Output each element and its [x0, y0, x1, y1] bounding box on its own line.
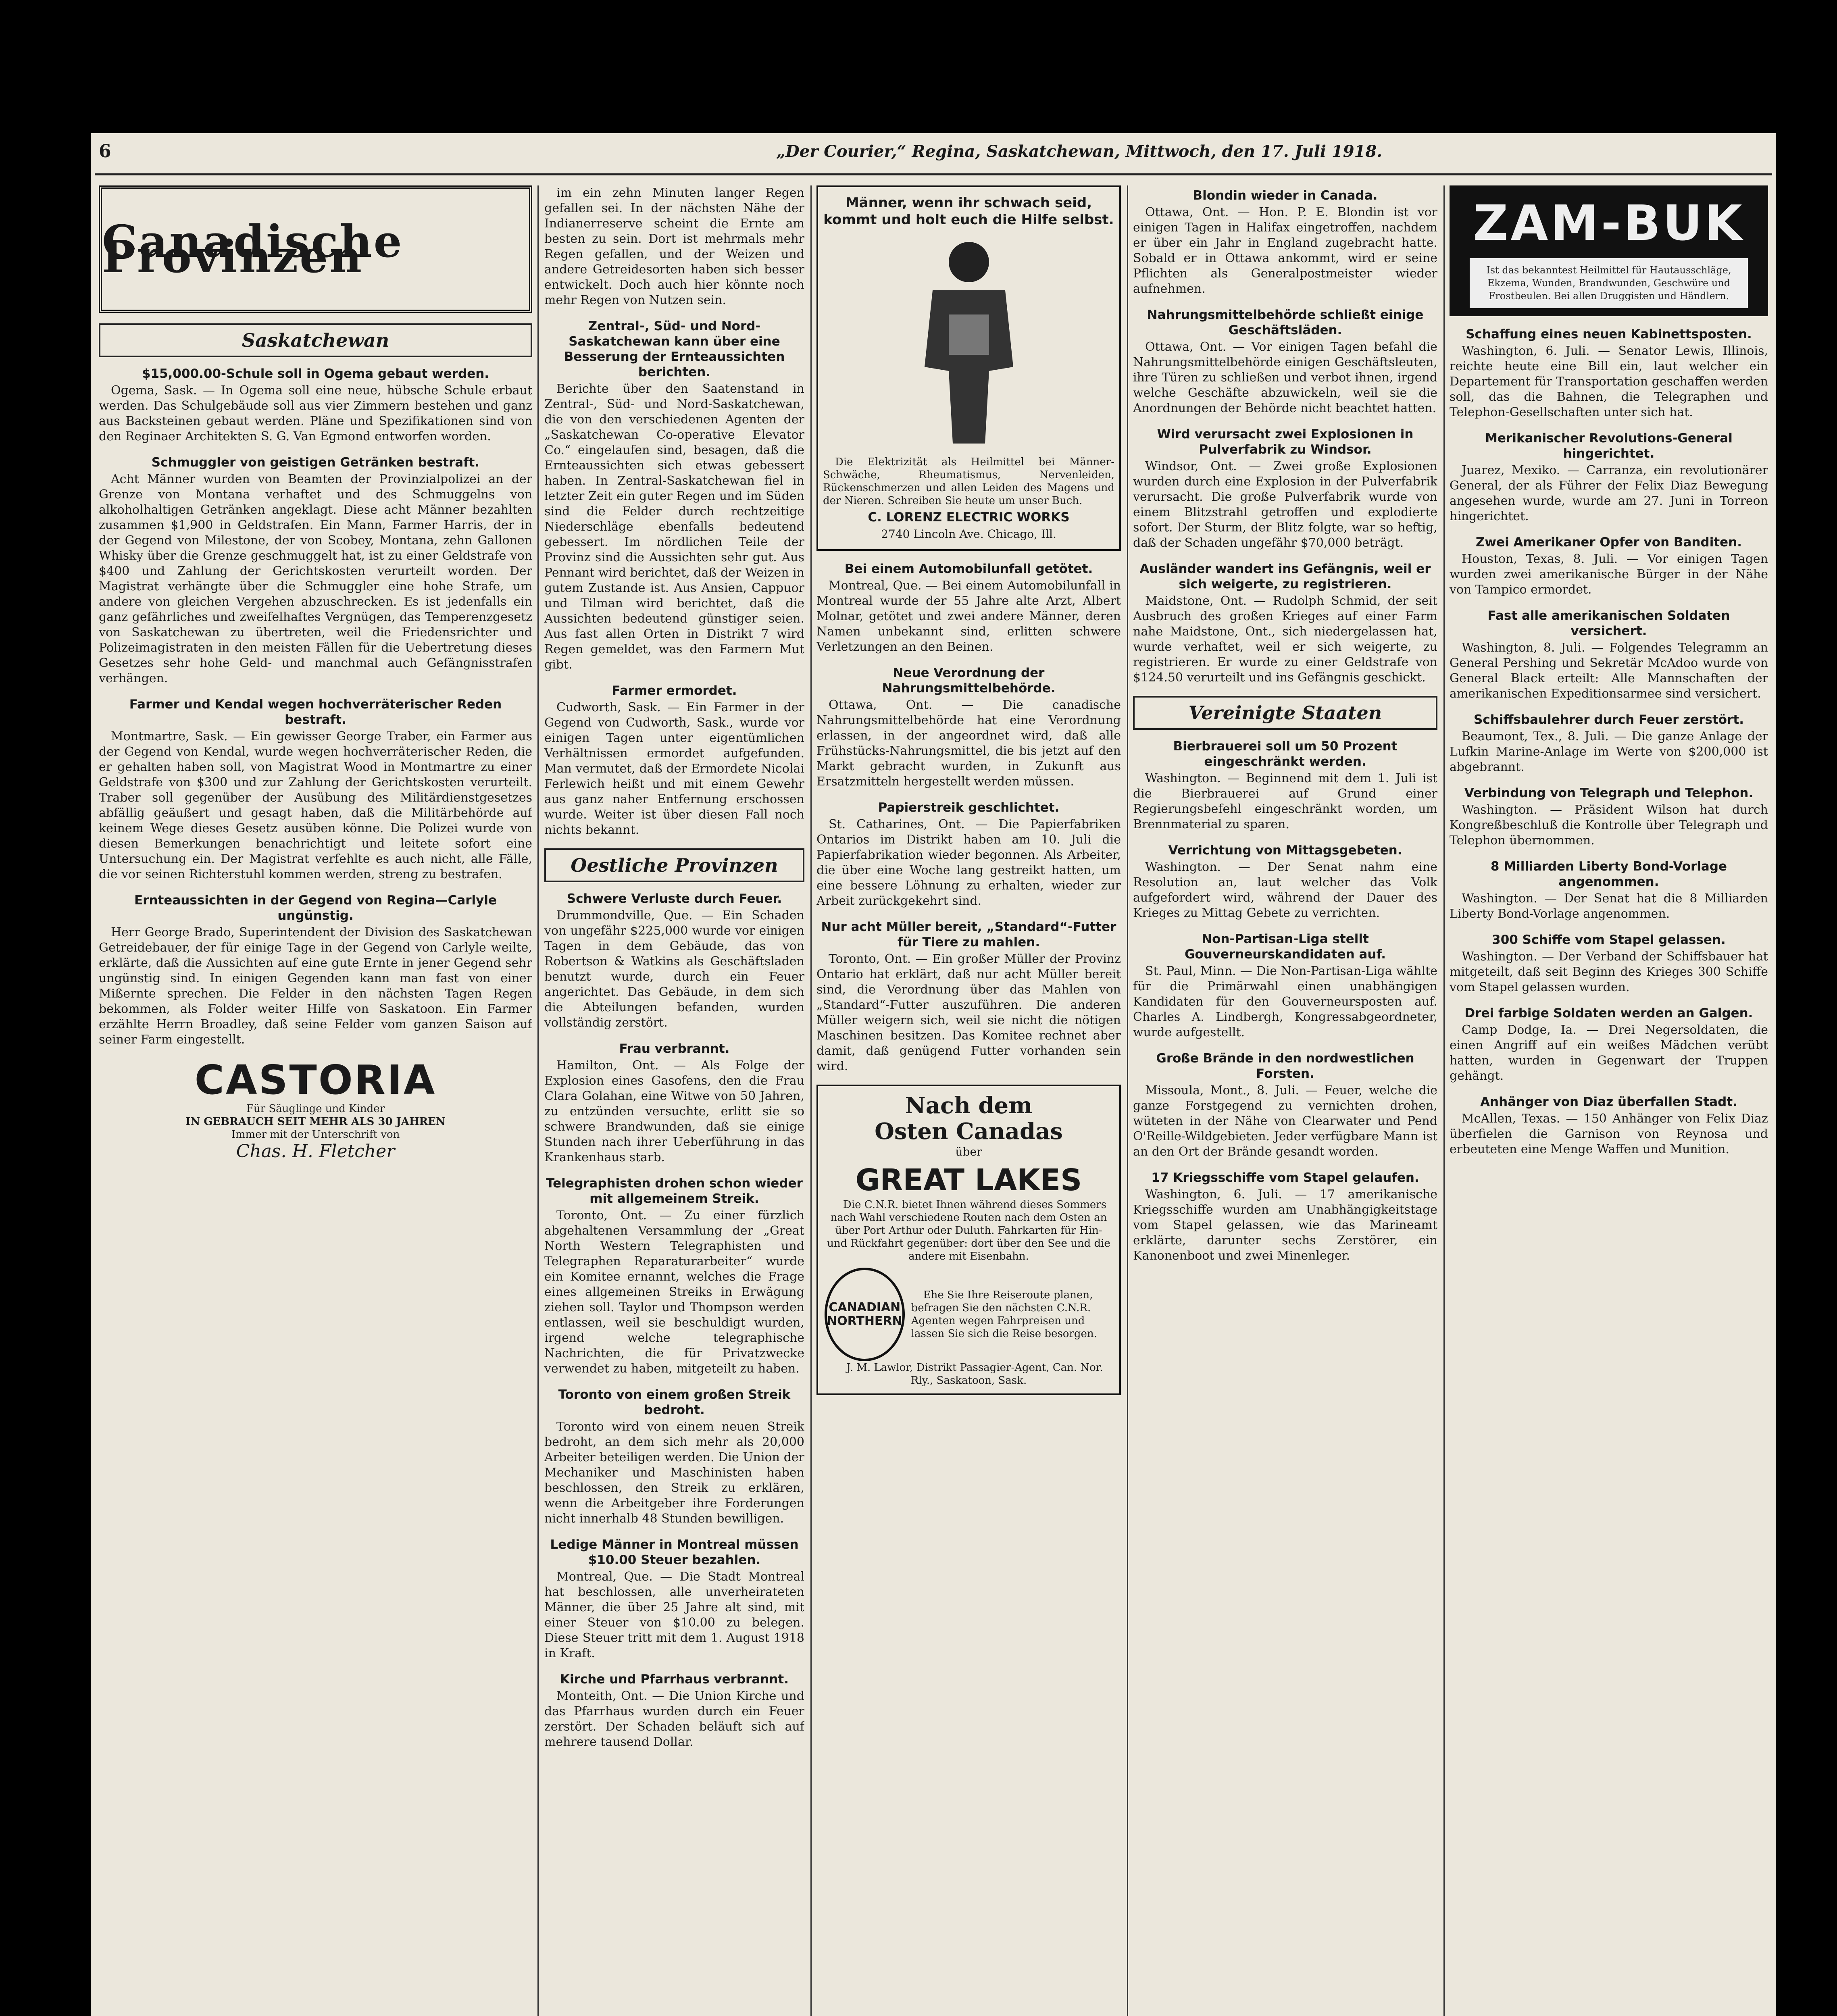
article-title: Nur acht Müller bereit, „Standard“-Futter für Tiere zu mahlen.	[821, 920, 1116, 950]
article	[1450, 932, 1768, 995]
article-text: Beaumont, Tex., 8. Juli. — Die ganze Anlage der Lufkin Marine-Anlage im Werte von $200,000 ist abgebrannt.	[1450, 729, 1768, 774]
article	[1450, 712, 1768, 775]
article-text: Montreal, Que. — Die Stadt Montreal hat beschlossen, alle unverheirateten Männer, die über 25 Jahre alt sind, mit einer Steuer von $10.00 zu belegen. Diese Steuer tritt mit dem 1. August 1918 in Kraft.	[544, 1570, 804, 1660]
article	[1133, 843, 1437, 921]
article-text: Camp Dodge, Ia. — Drei Negersoldaten, die einen Angriff auf ein weißes Mädchen verübt hatten, wurden in Gegenwart der Truppen gehängt.	[1450, 1023, 1768, 1083]
article	[1450, 608, 1768, 702]
section-heading: Saskatchewan	[99, 323, 532, 357]
article	[99, 366, 532, 444]
canadian-northern-ad	[816, 1085, 1121, 1395]
article-title: Verrichtung von Mittagsgebeten.	[1168, 843, 1402, 858]
article-title: Neue Verordnung der Nahrungsmittelbehörde.	[882, 666, 1056, 696]
article-title: $15,000.00-Schule soll in Ogema gebaut werden.	[142, 367, 489, 381]
article-text: Washington. — Präsident Wilson hat durch Kongreßbeschluß die Kontrolle über Telegraph und Telephon übernommen.	[1450, 803, 1768, 848]
article-title: Non-Partisan-Liga stellt Gouverneurskandidaten auf.	[1184, 932, 1386, 962]
article-text: Acht Männer wurden von Beamten der Provinzialpolizei an der Grenze von Montana verhaftet und des Schmuggelns von alkoholhaltigen Getränken angeklagt. Diese acht Männer bezahlten zusammen $1,900 in Geldstrafen. Ein Mann, Farmer Harris, der in der Gegend von Milestone, der von Scobey, Montana, zehn Gallonen Whisky über die Grenze geschmuggelt hat, ist zu einer Geldstrafe von $400 und Zahlung der Gerichtskosten verurteilt worden. Der Magistrat verhängte über die Schmuggler eine hohe Strafe, um andere von gleichen Vergehen abzuschrecken. Es ist jedenfalls ein ganz gefährliches und zweifelhaftes Vergnügen, das Temperenzgesetz von Saskatchewan zu übertreten, weil die Friedensrichter und Polizeimagistraten in den meisten Fällen für die Uebertretung dieses Gesetzes sehr hohe Geld- und manchmal auch Gefängnisstrafen verhängen.	[99, 472, 532, 685]
man-figure-illustration	[823, 230, 1114, 456]
ad-address: 2740 Lincoln Ave. Chicago, Ill.	[881, 527, 1056, 541]
ad-contact: J. M. Lawlor, Distrikt Passagier-Agent, Can. Nor. Rly., Saskatoon, Sask.	[846, 1362, 1103, 1387]
column-divider	[1127, 185, 1128, 2016]
article	[99, 893, 532, 1048]
column-5	[1450, 185, 1768, 2016]
article-title: Schmuggler von geistigen Getränken bestraft.	[151, 455, 480, 470]
ad-headline: Männer, wenn ihr schwach seid, kommt und holt euch die Hilfe selbst.	[823, 195, 1114, 228]
article	[544, 185, 804, 308]
article	[1450, 1006, 1768, 1084]
article-title: Toronto von einem großen Streik bedroht.	[558, 1387, 791, 1417]
article	[1450, 859, 1768, 922]
page-header	[91, 133, 1776, 181]
article	[1133, 1051, 1437, 1160]
header-rule	[95, 173, 1772, 175]
article	[544, 319, 804, 673]
article-title: Nahrungsmittelbehörde schließt einige Geschäftsläden.	[1147, 308, 1424, 337]
article-title: Bierbrauerei soll um 50 Prozent eingeschränkt werden.	[1173, 739, 1398, 769]
article	[816, 561, 1121, 655]
article-title: Papierstreik geschlichtet.	[878, 800, 1060, 815]
castoria-line: IN GEBRAUCH SEIT MEHR ALS 30 JAHREN	[185, 1116, 446, 1128]
article-text: Windsor, Ont. — Zwei große Explosionen wurden durch eine Explosion in der Pulverfabrik verursacht. Die große Pulverfabrik wurde von einem Blitzstrahl getroffen und explodierte sofort. Der Sturm, der Blitz folgte, war so heftig, daß der Schaden ungefähr $70,000 beträgt.	[1133, 459, 1437, 550]
article-title: Farmer ermordet.	[612, 683, 737, 698]
article-title: Ernteaussichten in der Gegend von Regina—Carlyle ungünstig.	[134, 893, 497, 923]
article-text: Ottawa, Ont. — Hon. P. E. Blondin ist vor einigen Tagen in Halifax eingetroffen, nachdem er über ein Jahr in England zugebracht hatte. Sobald er in Ottawa ankommt, wird er seine Pflichten als Generalpostmeister wieder aufnehmen.	[1133, 205, 1437, 296]
section-heading: Oestliche Provinzen	[544, 848, 804, 882]
article-text: Maidstone, Ont. — Rudolph Schmid, der seit Ausbruch des großen Krieges auf einer Farm nahe Maidstone, Ont., sich niedergelassen hat, wurde verhaftet, weil er sich weigerte, zu registrieren. Er wurde zu einer Geldstrafe von $124.50 verurteilt und ins Gefängnis geschickt.	[1133, 594, 1437, 685]
article-title: Große Brände in den nordwestlichen Forsten.	[1156, 1051, 1414, 1081]
article-text: Washington. — Beginnend mit dem 1. Juli ist die Bierbrauerei auf Grund einer Regierungsbefehl eingeschränkt worden, um Brennmaterial zu sparen.	[1133, 771, 1437, 831]
article-title: Telegraphisten drohen schon wieder mit allgemeinem Streik.	[546, 1176, 803, 1206]
castoria-line: Für Säuglinge und Kinder	[246, 1103, 385, 1115]
article-text: Toronto wird von einem neuen Streik bedroht, an dem sich mehr als 20,000 Arbeiter beteiligen werden. Die Union der Mechaniker und Maschinisten haben beschlossen, den Streik zu erklären, wenn die Arbeitgeber ihre Forderungen nicht innerhalb 48 Stunden bewilligen.	[544, 1420, 804, 1526]
article-title: Frau verbrannt.	[619, 1041, 730, 1056]
article	[1133, 307, 1437, 416]
article-title: 17 Kriegsschiffe vom Stapel gelaufen.	[1151, 1170, 1419, 1185]
article-text: Washington, 6. Juli. — Senator Lewis, Illinois, reichte heute eine Bill ein, laut welcher ein Departement für Transportation geschaffen werden soll, das die Bahnen, die Telegraphen und Telephon-Gesellschaften unter sich hat.	[1450, 344, 1768, 419]
article-title: Anhänger von Diaz überfallen Stadt.	[1480, 1095, 1737, 1109]
ad-body: Die Elektrizität als Heilmittel bei Männer-Schwäche, Rheumatismus, Nervenleiden, Rückenschmerzen und allen Leiden des Magens und der Nieren. Schreiben Sie heute um unser Buch.	[823, 456, 1114, 507]
article-text: Washington, 8. Juli. — Folgendes Telegramm an General Pershing und Sekretär McAdoo wurde von General Black erteilt: Alle Mannschaften der amerikanischen Expeditionsarmee sind versichert.	[1450, 641, 1768, 701]
article-title: Zwei Amerikaner Opfer von Banditen.	[1475, 535, 1742, 550]
article-title: Merikanischer Revolutions-General hingerichtet.	[1485, 431, 1733, 461]
article-title: Schaffung eines neuen Kabinettsposten.	[1466, 327, 1752, 342]
masthead: „Der Courier,“ Regina, Saskatchewan, Mittwoch, den 17. Juli 1918.	[776, 142, 1383, 161]
article-title: 300 Schiffe vom Stapel gelassen.	[1492, 933, 1726, 947]
article	[544, 1176, 804, 1377]
article-text: Washington. — Der Verband der Schiffsbauer hat mitgeteilt, daß seit Beginn des Krieges 300 Schiffe vom Stapel gelassen wurden.	[1450, 950, 1768, 994]
article	[1450, 327, 1768, 420]
article-text: Montmartre, Sask. — Ein gewisser George Traber, ein Farmer aus der Gegend von Kendal, wurde wegen hochverräterischer Reden, die er gehalten haben soll, von Magistrat Wood in Montmartre zu einer Geldstrafe von $300 und zur Zahlung der Gerichtskosten verurteilt. Traber soll gegenüber der Ausübung des Militärdienstgesetzes abfällig geäußert und gesagt haben, daß die Militärbehörde auf keinem Wege dieses Gesetz ausüben könne. Die Polizei wurde von diesen Bemerkungen benachrichtigt und leitete sofort eine Untersuchung ein. Der Magistrat verfehlte es auch nicht, alle Fälle, die vor seinen Richterstuhl kommen werden, streng zu bestrafen.	[99, 729, 532, 881]
article	[1133, 931, 1437, 1040]
page-number: 6	[99, 141, 111, 162]
article	[544, 683, 804, 838]
castoria-line: Immer mit der Unterschrift von	[231, 1129, 400, 1141]
article-text: Montreal, Que. — Bei einem Automobilunfall in Montreal wurde der 55 Jahre alte Arzt, Albert Molnar, getötet und zwei andere Männer, deren Namen unbekannt sind, erlitten schwere Verletzungen an den Beinen.	[816, 579, 1121, 654]
article-text: Ottawa, Ont. — Die canadische Nahrungsmittelbehörde hat eine Verordnung erlassen, in der angeordnet wird, daß alle Frühstücks-Nahrungsmittel, die bis jetzt auf den Markt gebracht wurden, in Zukunft aus Ersatzmitteln hergestellt werden müssen.	[816, 698, 1121, 789]
article	[1133, 1170, 1437, 1264]
ad-body: Die C.N.R. bietet Ihnen während dieses Sommers nach Wahl verschiedene Routen nach dem Osten an über Port Arthur oder Duluth. Fahrkarten für Hin- und Rückfahrt gegenüber: dort über den See und die andere mit Eisenbahn.	[827, 1199, 1110, 1262]
article-text: Cudworth, Sask. — Ein Farmer in der Gegend von Cudworth, Sask., wurde vor einigen Tagen unter eigentümlichen Verhältnissen ermordet aufgefunden. Man vermutet, daß der Ermordete Nicolai Ferlewich heißt und mit einem Gewehr aus ganz naher Entfernung erschossen wurde. Weiter ist über diesen Fall noch nichts bekannt.	[544, 700, 804, 837]
article-title: Farmer und Kendal wegen hochverräterischer Reden bestraft.	[129, 697, 502, 727]
article	[1450, 431, 1768, 524]
column-3	[816, 185, 1121, 2016]
article	[544, 1537, 804, 1661]
article	[544, 1041, 804, 1165]
ad-small-text: über	[955, 1145, 982, 1158]
ad-heading: Osten Canadas	[875, 1118, 1063, 1145]
section-heading: Vereinigte Staaten	[1133, 696, 1437, 730]
article-text: Toronto, Ont. — Ein großer Müller der Provinz Ontario hat erklärt, daß nur acht Müller bereit sind, die Verordnung über das Mahlen von „Standard“-Futter auszuführen. Die anderen Müller weigern sich, weil sie nicht die nötigen Maschinen besitzen. Das Komitee rechnet aber damit, daß genügend Futter vorhanden sein wird.	[816, 952, 1121, 1073]
ad-heading: Nach dem	[905, 1092, 1033, 1119]
zam-buk-title: ZAM-BUK	[1473, 196, 1745, 252]
article-text: Washington. — Der Senat hat die 8 Milliarden Liberty Bond-Vorlage angenommen.	[1450, 891, 1768, 921]
newspaper-page	[91, 133, 1776, 2016]
ad-big-text: GREAT LAKES	[855, 1163, 1082, 1198]
column-4	[1133, 185, 1437, 2016]
article-text: im ein zehn Minuten langer Regen gefallen sei. In der nächsten Nähe der Indianerreserve scheint die Ernte am besten zu sein. Dort ist mehrmals mehr Regen gefallen, und der Weizen und andere Getreidesorten haben sich besser entwickelt. Doch auch hier könnte noch mehr Regen von Nutzen sein.	[544, 186, 804, 307]
article	[816, 800, 1121, 909]
article-title: Bei einem Automobilunfall getötet.	[844, 562, 1093, 576]
article-title: Schwere Verluste durch Feuer.	[567, 891, 782, 906]
article	[544, 891, 804, 1031]
article	[1450, 1094, 1768, 1157]
article-title: Kirche und Pfarrhaus verbrannt.	[560, 1672, 789, 1687]
article-text: Juarez, Mexiko. — Carranza, ein revolutionärer General, der als Führer der Felix Diaz Bewegung angesehen wurde, wurde am 27. Juni in Torreon hingerichtet.	[1450, 463, 1768, 523]
article-text: St. Paul, Minn. — Die Non-Partisan-Liga wählte für die Primärwahl einen unabhängigen Kandidaten für den Gouverneursposten auf. Charles A. Lindbergh, Kongressabgeordneter, wurde aufgestellt.	[1133, 964, 1437, 1039]
article-text: Hamilton, Ont. — Als Folge der Explosion eines Gasofens, den die Frau Clara Golahan, eine Witwe von 50 Jahren, zu entzünden versuchte, erlitt sie so schwere Brandwunden, daß sie einige Stunden nach ihrer Ueberführung in das Krankenhaus starb.	[544, 1058, 804, 1164]
article	[1450, 785, 1768, 848]
article-text: Houston, Texas, 8. Juli. — Vor einigen Tagen wurden zwei amerikanische Bürger in der Nähe von Tampico ermordet.	[1450, 552, 1768, 597]
article-text: Ogema, Sask. — In Ogema soll eine neue, hübsche Schule erbaut werden. Das Schulgebäude soll aus vier Zimmern bestehen und ganz aus Backsteinen gebaut werden. Pläne und Spezifikationen sind von den Reginaer Architekten S. G. Van Egmond entworfen worden.	[99, 383, 532, 444]
provinces-banner	[99, 185, 532, 313]
column-divider	[537, 185, 539, 2016]
logo-text: NORTHERN	[827, 1314, 902, 1328]
article-text: Toronto, Ont. — Zu einer fürzlich abgehaltenen Versammlung der „Great North Western Telegraphisten und Telegraphen Reparaturarbeiter“ wurde ein Komitee ernannt, welches die Frage eines allgemeinen Streiks in Erwägung ziehen soll. Taylor und Thompson werden entlassen, weil sie beschuldigt wurden, irgend welche telegraphische Nachrichten, die für Privatzwecke verwendet zu haben, mitgeteilt zu haben.	[544, 1208, 804, 1376]
logo-text: CANADIAN	[829, 1300, 901, 1314]
article	[1450, 535, 1768, 598]
electric-works-ad	[816, 185, 1121, 551]
zam-buk-ad	[1450, 185, 1768, 316]
column-divider	[810, 185, 812, 2016]
article-title: 8 Milliarden Liberty Bond-Vorlage angenommen.	[1490, 859, 1727, 889]
article-title: Wird verursacht zwei Explosionen in Pulverfabrik zu Windsor.	[1157, 427, 1414, 457]
man-figure-icon	[908, 234, 1029, 452]
column-2	[544, 185, 804, 2016]
article-text: McAllen, Texas. — 150 Anhänger von Felix Diaz überfielen die Garnison von Reynosa und erbeuteten eine Menge Waffen und Munition.	[1450, 1112, 1768, 1156]
article-text: Missoula, Mont., 8. Juli. — Feuer, welche die ganze Forstgegend zu vernichten drohen, wüteten in der Nähe von Clearwater und Pend O'Reille-Wildgebieten. Jeder verfügbare Mann ist an den Ort der Brände gesandt worden.	[1133, 1083, 1437, 1159]
ad-company: C. LORENZ ELECTRIC WORKS	[868, 510, 1070, 525]
article	[544, 1672, 804, 1750]
canadian-northern-logo	[825, 1268, 905, 1361]
article	[1133, 739, 1437, 832]
article-text: Ottawa, Ont. — Vor einigen Tagen befahl die Nahrungsmittelbehörde einigen Geschäftsleuten, ihre Türen zu schließen und verbot ihnen, irgend welche Geschäfte abzuwickeln, weil sie die Anordnungen der Behörde nicht beachtet hatten.	[1133, 340, 1437, 415]
castoria-ad	[99, 1058, 532, 1162]
article-text: Monteith, Ont. — Die Union Kirche und das Pfarrhaus wurden durch ein Feuer zerstört. Der Schaden beläuft sich auf mehrere tausend Dollar.	[544, 1689, 804, 1749]
article-title: Zentral-, Süd- und Nord-Saskatchewan kann über eine Besserung der Ernteaussichten berichten.	[564, 319, 785, 379]
article-title: Ledige Männer in Montreal müssen $10.00 Steuer bezahlen.	[550, 1537, 799, 1567]
article	[816, 919, 1121, 1074]
article	[1133, 188, 1437, 297]
article	[1133, 427, 1437, 551]
article-title: Verbindung von Telegraph und Telephon.	[1464, 786, 1754, 800]
article-text: Washington, 6. Juli. — 17 amerikanische Kriegsschiffe wurden am Unabhängigkeitstage vom Stapel gelassen, wie das Marineamt erklärte, darunter sechs Zerstörer, ein Kanonenboot und zwei Minenleger.	[1133, 1187, 1437, 1263]
column-divider	[1443, 185, 1445, 2016]
article	[544, 1387, 804, 1527]
banner-title: Canadische Provinzen	[102, 215, 404, 283]
article	[99, 697, 532, 882]
article-text: Washington. — Der Senat nahm eine Resolution an, laut welcher das Volk aufgefordert wird, während der Dauer des Krieges zu Mittag Gebete zu verrichten.	[1133, 860, 1437, 920]
castoria-signature: Chas. H. Fletcher	[236, 1141, 395, 1162]
article	[99, 455, 532, 686]
column-1	[99, 185, 532, 2016]
castoria-title: CASTORIA	[194, 1056, 437, 1104]
ad-footer	[825, 1268, 1113, 1361]
article-title: Drei farbige Soldaten werden an Galgen.	[1464, 1006, 1753, 1020]
article	[1133, 561, 1437, 685]
article-text: Herr George Brado, Superintendent der Division des Saskatchewan Getreidebauer, der für einige Tage in der Gegend von Carlyle weilte, erklärte, daß die Aussichten auf eine gute Ernte in jener Gegend sehr ungünstig sind. In einigen Gegenden kann man fast von einer Mißernte sprechen. Die Felder in den nächsten Tagen Regen bekommen, als Folder weiter Hilfe von Saskatoon. Ein Farmer erzählte Herrn Broadley, daß seine Felder vom ganzen Saison auf seiner Farm eingestellt.	[99, 925, 532, 1047]
article-text: St. Catharines, Ont. — Die Papierfabriken Ontarios im Distrikt haben am 10. Juli die Papierfabrikation wieder begonnen. Als Arbeiter, die über eine Woche lang gestreikt hatten, um eine bessere Löhnung zu erhalten, wieder zur Arbeit zurückgekehrt sind.	[816, 817, 1121, 908]
article-text: Drummondville, Que. — Ein Schaden von ungefähr $225,000 wurde vor einigen Tagen in dem Gebäude, das von Robertson & Watkins als Geschäftsladen benutzt wurde, durch ein Feuer angerichtet. Das Gebäude, in dem sich die Abteilungen befanden, wurden vollständig zerstört.	[544, 908, 804, 1030]
article-title: Ausländer wandert ins Gefängnis, weil er sich weigerte, zu registrieren.	[1139, 562, 1431, 591]
article-title: Schiffsbaulehrer durch Feuer zerstört.	[1474, 712, 1744, 727]
ad-side-text: Ehe Sie Ihre Reiseroute planen, befragen Sie den nächsten C.N.R. Agenten wegen Fahrpreisen und lassen Sie sich die Reise besorgen.	[911, 1289, 1097, 1340]
article-title: Fast alle amerikanischen Soldaten versichert.	[1487, 608, 1730, 638]
article	[816, 665, 1121, 789]
article-title: Blondin wieder in Canada.	[1193, 188, 1378, 203]
article-text: Berichte über den Saatenstand in Zentral-, Süd- und Nord-Saskatchewan, die von den verschiedenen Agenten der „Saskatchewan Co-operative Elevator Co.“ eingelaufen sind, besagen, daß die Ernteaussichten sich etwas gebessert haben. In Zentral-Saskatchewan fiel in letzter Zeit ein guter Regen und im Süden sind die Felder durch rechtzeitige Niederschläge ebenfalls bedeutend gebessert. Im nördlichen Teile der Provinz sind die Aussichten sehr gut. Aus Pennant wird berichtet, daß der Weizen in gutem Zustande ist. Aus Ansien, Cappuor und Tilman wird berichtet, daß die Aussichten bedeutend günstiger seien. Aus fast allen Orten in Distrikt 7 wird Regen gemeldet, was den Farmern Mut gibt.	[544, 382, 804, 672]
zam-buk-text: Ist das bekanntest Heilmittel für Hautausschläge, Ekzema, Wunden, Brandwunden, Geschwüre und Frostbeulen. Bei allen Druggisten und Händlern.	[1470, 258, 1748, 308]
